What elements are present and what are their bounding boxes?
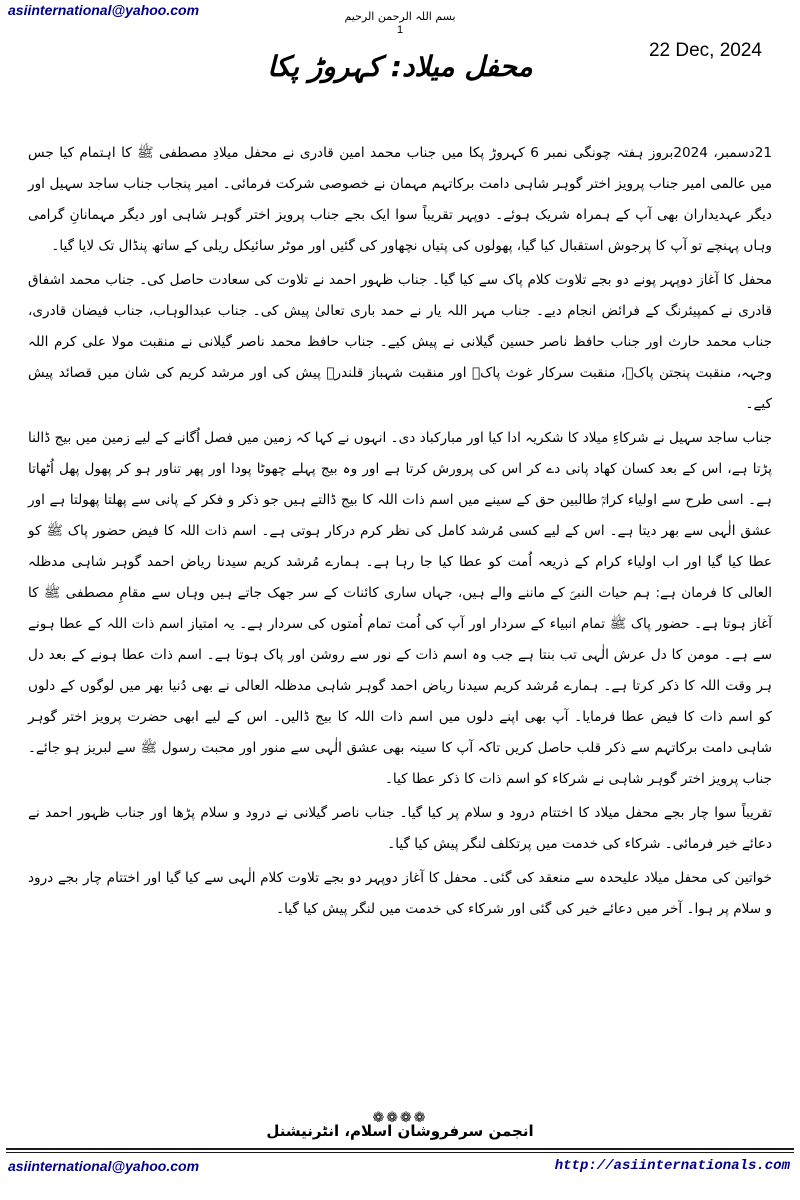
- paragraph-3: جناب ساجد سہیل نے شرکاءِ میلاد کا شکریہ ادا کیا اور مبارکباد دی۔ انہوں نے کہا کہ زمین میں فصل اُگانے کے لیے زمین میں بیج ڈالنا پڑتا ہے، اس کے بعد کسان کھاد پانی دے کر اس کی پرورش کرتا ہے اور وہ بیج پہلے چھوٹا پودا اور پھر تناور ہو کر پھول پھل اُٹھاتا ہے۔ اسی طرح سے اولیاء کرامؒ طالبین حق کے سینے میں اسم ذات اللہ کا بیج ڈالتے ہیں جو ذکر و فکر کے پانی سے پھلتا پھولتا ہے اور عشق الٰہی سے بھر دیتا ہے۔ اس کے لیے کسی مُرشد کامل کی نظر کرم درکار ہوتی ہے۔ اسم ذات اللہ کا فیض حضور پاک ﷺ کو عطا کیا گیا اور اب اولیاء کرام کے ذریعہ اُمت کو عطا کیا جا رہا ہے۔ ہمارے مُرشد کریم سیدنا ریاض احمد گوہر شاہی مدظلہ العالی کا فرمان ہے: ہم حیات النبیؐ کے ماننے والے ہیں، جہاں ساری کائنات کے سر جھک جاتے ہیں وہاں سے مقامِ مصطفی ﷺ کا آغاز ہوتا ہے۔ حضور پاک ﷺ تمام انبیاء کے سردار اور آپ کی اُمت تمام اُمتوں کی سردار ہے۔ یہ امتیاز اسم ذات اللہ کے عطا ہونے سے ہے۔ مومن کا دل عرش الٰہی تب بنتا ہے جب وہ اسم ذات کے نور سے روشن اور پاک ہوتا ہے۔ اسم ذات عطا ہونے کے بعد دل ہر وقت اللہ کا ذکر کرتا ہے۔ ہمارے مُرشد کریم سیدنا ریاض احمد گوہر شاہی مدظلہ العالی نے بھی دُنیا بھر میں لوگوں کے دلوں کو اسم ذات کا فیض عطا فرمایا۔ آپ بھی اپنے دلوں میں اسم ذات اللہ کا بیج ڈالیں۔ اس کے لیے ابھی حضرت پرویز اختر گوہر شاہی دامت برکاتہم سے ذکر قلب حاصل کریں تاکہ آپ کا سینہ بھی عشق الٰہی سے منور اور محبت رسول ﷺ سے لبریز ہو جائے۔ جناب پرویز اختر گوہر شاہی نے شرکاء کو اسم ذات کا ذکر عطا کیا۔: [28, 430, 772, 787]
- paragraph-4: تقریباً سوا چار بجے محفل میلاد کا اختتام درود و سلام پر کیا گیا۔ جناب ناصر گیلانی نے درود و سلام پڑھا اور جناب ظہور احمد نے دعائے خیر فرمائی۔ شرکاء کی خدمت میں پرتکلف لنگر پیش کیا گیا۔: [28, 805, 772, 852]
- flower-ornament-icon: ❁❁❁❁: [372, 1110, 428, 1126]
- document-date: 22 Dec, 2024: [648, 40, 762, 61]
- footer-divider: [6, 1148, 794, 1150]
- footer-divider-thin: [6, 1152, 794, 1153]
- article-body: [28, 138, 772, 928]
- page-number: 1: [396, 24, 404, 36]
- organization-name: انجمن سرفروشان اسلام، انٹرنیشنل: [266, 1122, 534, 1140]
- paragraph-2: محفل کا آغاز دوپہر پونے دو بجے تلاوت کلام پاک سے کیا گیا۔ جناب ظہور احمد نے تلاوت کی سعادت حاصل کی۔ جناب محمد اشفاق قادری نے کمپیئرنگ کے فرائض انجام دیے۔ جناب مہر اللہ یار نے حمد باری تعالیٰ پیش کی۔ جناب عبدالوہاب، جناب فیضان قادری، جناب محمد حارث اور جناب حافظ ناصر حسین گیلانی نے پیش کیے۔ جناب حافظ محمد ناصر گیلانی نے منقبت مولا علی کرم اللہ وجہہ، منقبت پنجتن پاکؑ، منقبت سرکار غوث پاکؓ اور منقبت شہباز قلندرؒ پیش کی اور مرشد کریم کی شان میں قصائد پیش کیے۔: [28, 272, 772, 412]
- footer-website-link[interactable]: http://asiinternationals.com: [554, 1158, 790, 1174]
- paragraph-1: 21دسمبر، 2024بروز ہفتہ چونگی نمبر 6 کہروڑ پکا میں جناب محمد امین قادری نے محفل میلادِ مصطفی ﷺ کا اہتمام کیا جس میں عالمی امیر جناب پرویز اختر گوہر شاہی دامت برکاتہم مہمان نے خصوصی شرکت فرمائی۔ امیر پنجاب جناب ساجد سہیل اور دیگر عہدیداران بھی آپ کے ہمراہ شریک ہوئے۔ دوپہر تقریباً سوا ایک بجے جناب پرویز اختر گوہر شاہی اور دیگر مہمانانِ گرامی وہاں پہنچے تو آپ کا پرجوش استقبال کیا گیا، پھولوں کی پتیاں نچھاور کی گئیں اور موٹر سائیکل ریلی کے ساتھ پنڈال تک لایا گیا۔: [28, 145, 773, 254]
- header-email[interactable]: asiinternational@yahoo.com: [8, 2, 200, 18]
- page-title: محفل میلاد: کہروڑ پکا: [267, 50, 533, 83]
- footer-email-link[interactable]: asiinternational@yahoo.com: [8, 1158, 200, 1174]
- bismillah-heading: بسم اللہ الرحمن الرحیم: [344, 10, 456, 23]
- paragraph-5: خواتین کی محفل میلاد علیحدہ سے منعقد کی گئی۔ محفل کا آغاز دوپہر دو بجے تلاوت کلام الٰہی سے کیا گیا اور اختتام چار بجے درود و سلام پر ہوا۔ آخر میں دعائے خیر کی گئی اور شرکاء کی خدمت میں لنگر پیش کیا گیا۔: [28, 870, 772, 917]
